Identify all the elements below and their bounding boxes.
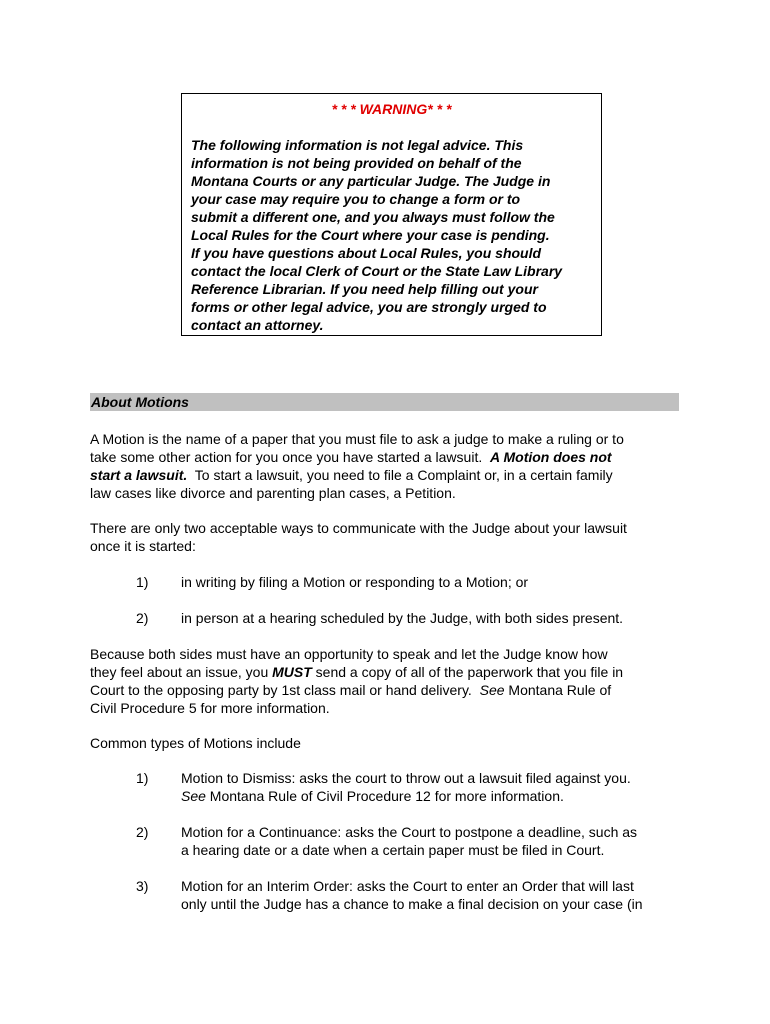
warning-line: Local Rules for the Court where your case is pending. [191, 227, 550, 243]
list-text [181, 877, 681, 913]
warning-line: Montana Courts or any particular Judge. The Judge in [191, 173, 551, 189]
text-run: Court to the opposing party by 1st class mail or hand delivery. [90, 682, 480, 698]
text-line: Common types of Motions include [90, 735, 301, 751]
text-run: Montana Rule of Civil Procedure 12 for more information. [205, 788, 564, 804]
italic-text: See [479, 682, 505, 698]
section-title: About Motions [91, 394, 189, 410]
text-line: Motion for an Interim Order: asks the Court to enter an Order that will last [181, 878, 634, 894]
list-text: in writing by filing a Motion or responding to a Motion; or [181, 574, 529, 590]
copy-requirement-paragraph [90, 645, 680, 717]
warning-line: information is not being provided on behalf of the [191, 155, 522, 171]
list-text: in person at a hearing scheduled by the Judge, with both sides present. [181, 610, 624, 626]
emphasis-text: MUST [272, 664, 312, 680]
list-number: 2) [136, 610, 149, 626]
text-run: take some other action for you once you have started a lawsuit. [90, 449, 490, 465]
text-line: A Motion is the name of a paper that you must file to ask a judge to make a ruling or to [90, 431, 624, 447]
warning-line: If you have questions about Local Rules, you should [191, 245, 542, 261]
text-line: Because both sides must have an opportunity to speak and let the Judge know how [90, 646, 608, 662]
warning-line: The following information is not legal advice. This [191, 137, 524, 153]
text-run: Montana Rule of [504, 682, 612, 698]
text-line: Civil Procedure 5 for more information. [90, 700, 330, 716]
text-line: a hearing date or a date when a certain paper must be filed in Court. [181, 842, 605, 858]
communication-paragraph [90, 519, 680, 555]
warning-line: forms or other legal advice, you are strongly urged to [191, 299, 547, 315]
text-line [90, 466, 680, 484]
text-line: law cases like divorce and parenting plan cases, a Petition. [90, 485, 456, 501]
text-line: There are only two acceptable ways to communicate with the Judge about your lawsuit [90, 520, 627, 536]
warning-title: * * * WARNING* * * [331, 101, 452, 117]
common-types-paragraph [90, 734, 680, 752]
list-number: 1) [136, 574, 149, 590]
text-run: they feel about an issue, you [90, 664, 273, 680]
warning-line: contact the local Clerk of Court or the State Law Library [191, 263, 563, 279]
text-line [90, 448, 680, 466]
italic-text: See [181, 788, 206, 804]
emphasis-text: start a lawsuit. [90, 467, 188, 483]
intro-paragraph [90, 430, 680, 502]
list-number: 1) [136, 770, 149, 786]
list-text [181, 769, 681, 805]
text-line: Motion for a Continuance: asks the Court to postpone a deadline, such as [181, 824, 638, 840]
warning-line: your case may require you to change a form or to [191, 191, 521, 207]
section-heading-bar [90, 393, 679, 411]
text-line: once it is started: [90, 538, 196, 554]
emphasis-text: A Motion does not [490, 449, 612, 465]
text-line [90, 681, 680, 699]
list-number: 2) [136, 824, 149, 840]
text-run: To start a lawsuit, you need to file a Complaint or, in a certain family [187, 467, 613, 483]
text-run: send a copy of all of the paperwork that you file in [311, 664, 624, 680]
text-line [90, 663, 680, 681]
text-line [181, 787, 681, 805]
warning-text [191, 136, 593, 334]
warning-line: submit a different one, and you always must follow the [191, 209, 555, 225]
warning-line: Reference Librarian. If you need help filling out your [191, 281, 538, 297]
text-line: only until the Judge has a chance to make a final decision on your case (in [181, 896, 643, 912]
text-line: Motion to Dismiss: asks the court to throw out a lawsuit filed against you. [181, 770, 631, 786]
warning-line: contact an attorney. [191, 317, 324, 333]
warning-box [181, 93, 602, 336]
list-number: 3) [136, 878, 149, 894]
list-text [181, 823, 681, 859]
